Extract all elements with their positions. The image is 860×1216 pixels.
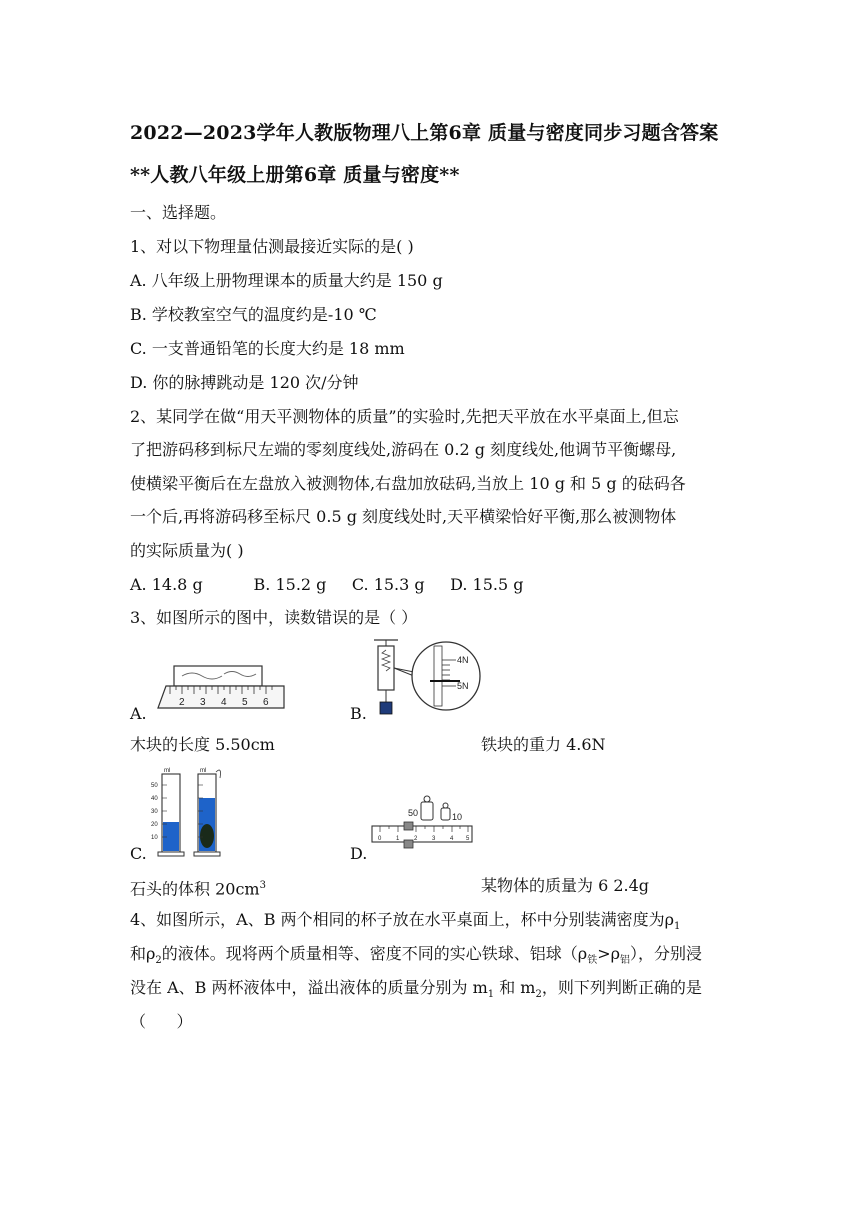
ruler-tick-label: 5: [242, 697, 248, 708]
q4-line-2-text-b: 的液体。现将两个质量相等、密度不同的实心铁球、铝球（ρ: [161, 944, 588, 963]
q2-line-4: 一个后,再将游码移至标尺 0.5 g 刻度线处时,天平横梁恰好平衡,那么被测物体: [130, 507, 677, 526]
q3-option-d-label: D.: [350, 844, 368, 863]
document-title: 2022—2023学年人教版物理八上第6章 质量与密度同步习题含答案: [130, 122, 719, 144]
q4-line-2-subscript-b: 铁: [587, 955, 598, 967]
stone: [200, 824, 214, 848]
q4-line-2-subscript-a: 2: [155, 955, 162, 967]
q2-line-2: 了把游码移到标尺左端的零刻度线处,游码在 0.2 g 刻度线处,他调节平衡螺母,: [130, 440, 677, 459]
weight-label: 50: [408, 808, 419, 818]
q1-option-c: C. 一支普通铅笔的长度大约是 18 mm: [130, 339, 405, 358]
weight-10g: [441, 808, 450, 820]
q4-line-2-subscript-c: 铝: [620, 955, 631, 967]
iron-block: [380, 702, 392, 714]
weight-50g: [421, 802, 433, 820]
rider-top: [404, 822, 413, 830]
q4-line-3-subscript-b: 2: [535, 989, 542, 1001]
beam-tick-label: 3: [432, 836, 436, 842]
spring-scale-body: [378, 646, 394, 690]
q2-line-3: 使横梁平衡后在左盘放入被测物体,右盘加放砝码,当放上 10 g 和 5 g 的砝码各: [130, 474, 686, 493]
spring-scale-label: 4N: [457, 655, 469, 665]
graduated-cylinders-figure: [150, 764, 230, 860]
balance-scale-figure: [368, 788, 478, 858]
cylinder-unit-label: ml: [164, 768, 171, 774]
q4-line-1: [130, 909, 680, 938]
q3-option-c-caption-superscript: 3: [259, 880, 266, 891]
q4-line-3: [130, 977, 702, 1006]
cylinder-unit-label: ml: [200, 768, 207, 774]
cylinder-tick-label: 40: [151, 796, 158, 802]
ruler-figure: [152, 660, 292, 718]
document-subtitle: **人教八年级上册第6章 质量与密度**: [130, 164, 460, 186]
q3-option-c-caption-text: 石头的体积 20cm: [130, 879, 260, 899]
q3-option-d-caption: 某物体的质量为 6 2.4g: [481, 876, 650, 895]
beam-tick-label: 1: [396, 836, 400, 842]
q4-line-4: （ ）: [130, 1012, 193, 1031]
q4-line-1-text: 4、如图所示，A、B 两个相同的杯子放在水平桌面上，杯中分别装满密度为ρ: [130, 910, 674, 929]
cylinder-tick-label: 20: [151, 822, 158, 828]
beam-tick-label: 4: [450, 836, 454, 842]
section-heading: 一、选择题。: [130, 203, 227, 222]
q3-option-b-label: B.: [350, 704, 367, 723]
q3-option-a-label: A.: [130, 704, 147, 723]
cylinder-tick-label: 50: [151, 783, 158, 789]
q2-line-5: 的实际质量为( ): [130, 541, 244, 560]
ruler-tick-label: 4: [221, 697, 227, 708]
q4-line-2-text-c: >ρ: [597, 944, 621, 963]
q1-option-b: B. 学校教室空气的温度约是-10 ℃: [130, 305, 377, 324]
weight-label: 10: [452, 812, 463, 822]
rider-bottom: [404, 840, 413, 848]
q4-line-2-text-d: ），分别浸: [630, 944, 703, 963]
q3-option-b-caption: 铁块的重力 4.6N: [481, 735, 606, 754]
q4-line-3-subscript-a: 1: [487, 989, 495, 1001]
magnifier-circle: [412, 642, 480, 710]
q4-line-3-text-b: 和 m: [494, 978, 536, 997]
q2-options: A. 14.8 g B. 15.2 g C. 15.3 g D. 15.5 g: [130, 575, 524, 594]
spring-scale-label: 5N: [457, 681, 469, 691]
q4-line-1-subscript: 1: [674, 921, 681, 933]
q3-option-c-label: C.: [130, 844, 147, 863]
q1-option-a: A. 八年级上册物理课本的质量大约是 150 g: [130, 271, 443, 290]
q4-line-2: [130, 943, 702, 972]
beam-tick-label: 5: [466, 836, 470, 842]
cylinder-tick-label: 10: [151, 835, 158, 841]
q4-line-3-text-a: 没在 A、B 两杯液体中，溢出液体的质量分别为 m: [130, 978, 488, 997]
cylinder-tick-label: 30: [151, 809, 158, 815]
q3-stem: 3、如图所示的图中，读数错误的是（ ）: [130, 608, 418, 627]
q2-line-1: 2、某同学在做“用天平测物体的质量”的实验时,先把天平放在水平桌面上,但忘: [130, 407, 679, 426]
q1-option-d: D. 你的脉搏跳动是 120 次/分钟: [130, 373, 359, 392]
beam-tick-label: 0: [378, 836, 382, 842]
q3-option-a-caption: 木块的长度 5.50cm: [130, 735, 275, 754]
spring-scale-figure: [364, 636, 484, 718]
q3-option-c-caption: [130, 875, 266, 900]
cylinder-left-water: [163, 822, 179, 851]
beam-tick-label: 2: [414, 836, 418, 842]
ruler-tick-label: 6: [263, 697, 269, 708]
ruler-tick-label: 2: [179, 697, 185, 708]
ruler-tick-label: 3: [200, 697, 206, 708]
q1-stem: 1、对以下物理量估测最接近实际的是( ): [130, 237, 414, 256]
beam-scale: [372, 826, 472, 842]
q4-line-3-text-c: ，则下列判断正确的是: [541, 978, 702, 997]
q4-line-2-text-a: 和ρ: [130, 944, 156, 963]
